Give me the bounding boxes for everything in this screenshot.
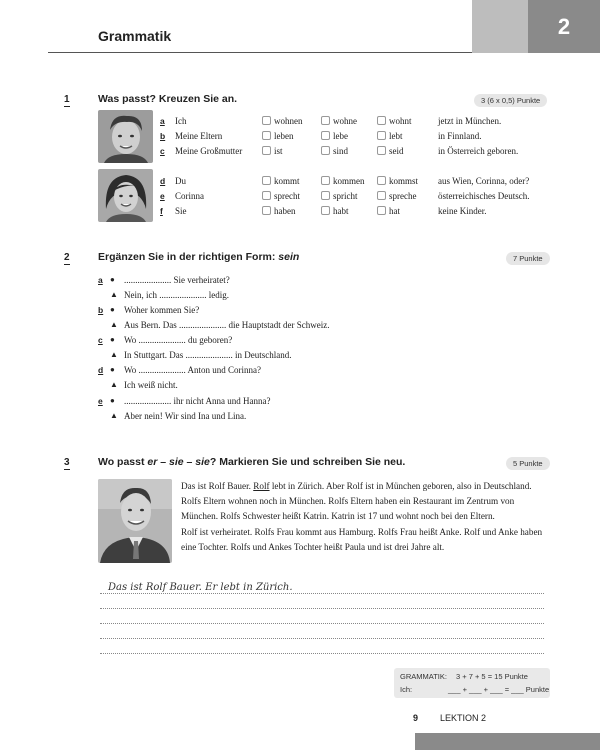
answer-line[interactable] (100, 638, 544, 639)
exercise-2-points: 7 Punkte (506, 252, 550, 265)
photo-rolf-bauer (98, 479, 172, 563)
option-checkbox[interactable]: spreche (377, 191, 416, 201)
answer-line[interactable] (100, 608, 544, 609)
exercise-3-title: Wo passt er – sie – sie? Markieren Sie und schreiben Sie neu. (98, 456, 406, 468)
header-rule (48, 52, 472, 53)
score-formula: 3 + 7 + 5 = 15 Punkte (456, 672, 528, 681)
option-checkbox[interactable]: lebe (321, 131, 348, 141)
page-number: 9 (413, 713, 419, 723)
score-label-ich: Ich: (400, 685, 413, 694)
header-grey-band (472, 0, 528, 53)
option-checkbox[interactable]: ist (262, 146, 283, 156)
option-checkbox[interactable]: lebt (377, 131, 403, 141)
score-label-grammatik: GRAMMATIK: (400, 672, 447, 681)
score-blanks[interactable]: ___ + ___ + ___ = ___ Punkte (448, 685, 550, 694)
exercise-3-number: 3 (64, 457, 70, 468)
option-checkbox[interactable]: wohnen (262, 116, 303, 126)
option-checkbox[interactable]: hat (377, 206, 400, 216)
exercise-1-number: 1 (64, 94, 70, 105)
ex3-example-answer: Das ist Rolf Bauer. Er lebt in Zürich. (108, 582, 293, 593)
exercise-2-title: Ergänzen Sie in der richtigen Form: sein (98, 251, 300, 263)
option-checkbox[interactable]: wohne (321, 116, 357, 126)
footer-bar (415, 733, 600, 750)
option-checkbox[interactable]: leben (262, 131, 294, 141)
answer-line[interactable] (100, 653, 544, 654)
exercise-1-points: 3 (6 x 0,5) Punkte (474, 94, 547, 107)
option-checkbox[interactable]: habt (321, 206, 349, 216)
option-checkbox[interactable]: kommt (262, 176, 300, 186)
lesson-label: LEKTION 2 (440, 713, 487, 723)
option-checkbox[interactable]: wohnt (377, 116, 412, 126)
exercise-3-points: 5 Punkte (506, 457, 550, 470)
answer-line[interactable] (100, 623, 544, 624)
answer-line[interactable] (100, 593, 544, 594)
option-checkbox[interactable]: kommen (321, 176, 365, 186)
photo-young-man (98, 110, 153, 163)
exercise-1-title: Was passt? Kreuzen Sie an. (98, 93, 238, 105)
page-title: Grammatik (98, 28, 172, 44)
option-checkbox[interactable]: haben (262, 206, 296, 216)
option-checkbox[interactable]: sprecht (262, 191, 300, 201)
exercise-2-number: 2 (64, 252, 70, 263)
option-checkbox[interactable]: spricht (321, 191, 358, 201)
option-checkbox[interactable]: seid (377, 146, 404, 156)
ex3-text: Das ist Rolf Bauer. Rolf lebt in Zürich. Aber Rolf ist in München geboren, also in Deutschland. Rolfs Eltern wohnen noch in München. Rolfs Eltern haben ein Restaurant im Zentrum von München. Rolfs Schwester heißt Katrin. Katrin ist 17 und wohnt noch bei den Eltern. Rolf ist verheiratet. Rolfs Frau kommt aus Hamburg. Rolfs Frau heißt Anke. Rolf und Anke haben eine Tochter. Rolfs und Ankes Tochter heißt Paula und ist drei Jahre alt. (181, 481, 543, 552)
option-checkbox[interactable]: sind (321, 146, 348, 156)
option-checkbox[interactable]: kommst (377, 176, 418, 186)
chapter-badge: 2 (528, 0, 600, 53)
photo-young-woman (98, 169, 153, 222)
